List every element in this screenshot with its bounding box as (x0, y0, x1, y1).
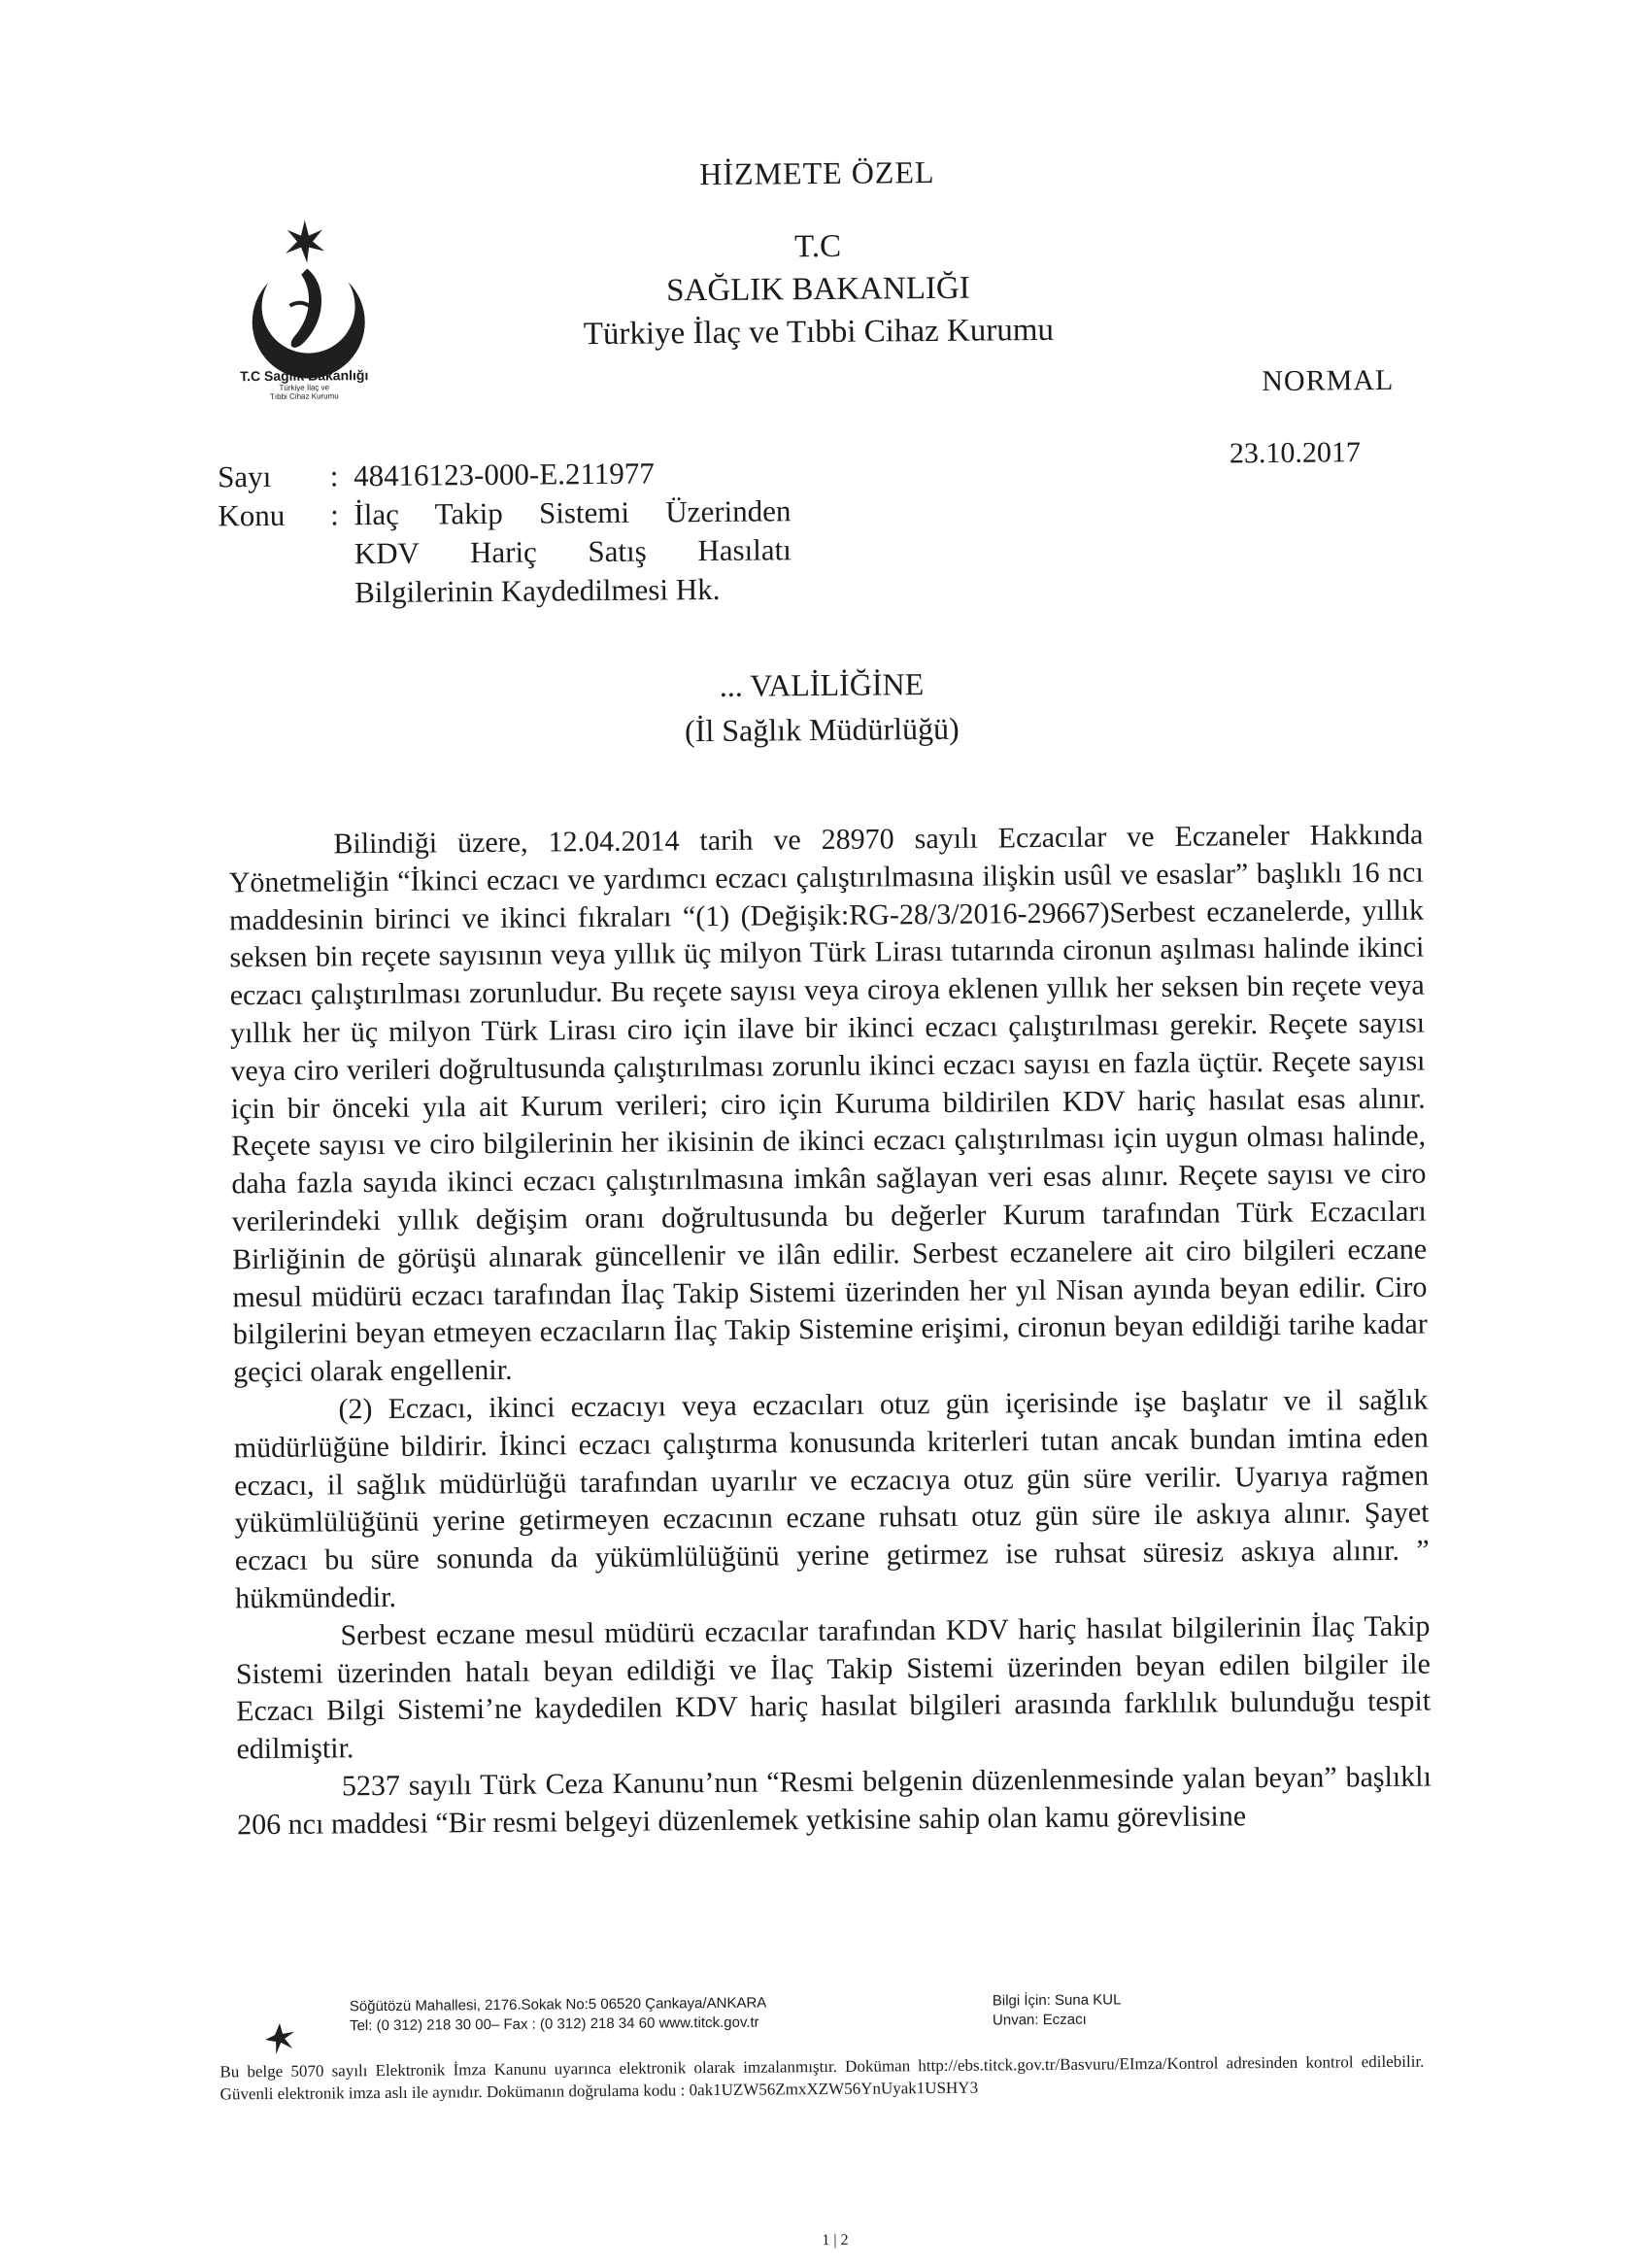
body-paragraph-1: Bilindiği üzere, 12.04.2014 tarih ve 28970 sayılı Eczacılar ve Eczaneler Hakkında Yönetmeliğin “İkinci eczacı ve yardımcı eczacı çalıştırılmasına ilişkin usûl ve esaslar” başlıklı 16 ncı maddesinin birinci ve ikinci fıkraları “(1) (Değişik:RG-28/3/2016-29667)Serbest eczanelerde, yıllık seksen bin reçete sayısının veya yıllık üç milyon Türk Lirası tutarında cironun aşılması halinde ikinci eczacı çalıştırılması zorunludur. Bu reçete sayısı veya ciroya eklenen yıllık her seksen bin reçete veya yıllık her üç milyon Türk Lirası ciro için ilave bir ikinci eczacı çalıştırılması gerekir. Reçete sayısı veya ciro verileri doğrultusunda çalıştırılması zorunlu ikinci eczacı sayısı en fazla üçtür. Reçete sayısı için bir önceki yıla ait Kurum verileri; ciro için Kuruma bildirilen KDV hariç hasılat esas alınır. Reçete sayısı ve ciro bilgilerinin her ikisinin de ikinci eczacı çalıştırılması için uygun olması halinde, daha fazla sayıda ikinci eczacı çalıştırılmasına imkân sağlayan veri esas alınır. Reçete sayısı ve ciro verilerindeki yıllık değişim oranı doğrultusunda bu değerler Kurum tarafından Türk Eczacıları Birliğinin de görüşü alınarak güncellenir ve ilân edilir. Serbest eczanelere ait ciro bilgileri eczane mesul müdürü eczacı tarafından İlaç Takip Sistemi üzerinden her yıl Nisan ayında beyan edilir. Ciro bilgilerini beyan etmeyen eczacıların İlaç Takip Sistemine erişimi, cironun beyan edildiği tarihe kadar geçici olarak engellenir. (228, 818, 1428, 1389)
logo-caption (187, 367, 421, 402)
footer-info: Bilgi İçin: Suna KUL (992, 1991, 1122, 2010)
sayi-value: 48416123-000-E.211977 (353, 456, 655, 493)
sayi-row (218, 453, 791, 496)
body-paragraph-4: 5237 sayılı Türk Ceza Kanunu’nun “Resmi belgenin düzenlenmesinde yalan beyan” başlıklı 206 ncı maddesi “Bir resmi belgeyi düzenlemek yetkisine sahip olan kamu görevlisine (237, 1760, 1432, 1842)
addressee-line-2: (İl Sağlık Müdürlüğü) (684, 710, 960, 749)
priority-label: NORMAL (1262, 363, 1395, 398)
header-line-ministry: SAĞLIK BAKANLIĞI (666, 270, 970, 309)
logo-caption-agency-1: Türkiye İlaç ve (279, 383, 330, 392)
sayi-colon: : (329, 458, 339, 493)
logo-caption-agency-2: Tıbbi Cihaz Kurumu (269, 391, 339, 401)
header-line-tc: T.C (793, 228, 842, 265)
konu-label: Konu (218, 497, 286, 533)
header-line-agency: Türkiye İlaç ve Tıbbi Cihaz Kurumu (583, 312, 1055, 353)
star-emblem-icon (262, 2021, 297, 2056)
footer-contact (350, 1994, 767, 2037)
page-number: 1 | 2 (822, 2231, 849, 2250)
letter-body (228, 817, 1432, 1845)
konu-row (218, 491, 791, 535)
konu-colon: : (329, 497, 339, 532)
addressee-line-1: ... VALİLİĞİNE (719, 666, 925, 703)
konu-line-2: KDV Hariç Satış Hasılatı (354, 532, 792, 571)
electronic-signature-notice: Bu belge 5070 sayılı Elektronik İmza Kanunu uyarınca elektronik olarak imzalanmıştır. Doküman http://ebs.titck.gov.tr/Basvuru/EImza/Kontrol adresinden kontrol edilebilir. Güvenli elektronik imza aslı ile aynıdır. Dokümanın doğrulama kodu : 0ak1UZW56ZmxXZW56YnUyak1USHY3 (219, 2051, 1425, 2104)
logo-caption-ministry: T.C Sağlık Bakanlığı (239, 367, 369, 385)
footer-contact-person (993, 1990, 1122, 2030)
footer-phone: Tel: (0 312) 218 30 00– Fax : (0 312) 218 34 60 www.titck.gov.tr (349, 2014, 759, 2035)
document-meta (218, 453, 792, 613)
konu-line-3: Bilgilerinin Kaydedilmesi Hk. (354, 571, 721, 610)
body-paragraph-3: Serbest eczane mesul müdürü eczacılar tarafından KDV hariç hasılat bilgilerinin İlaç Takip Sistemi üzerinden hatalı beyan edildiği ve İlaç Takip Sistemi üzerinden beyan edilen bilgiler ile Eczacı Bilgi Sistemi’ne kaydedilen KDV hariç hasılat bilgileri arasında farklılık bulunduğu tespit edilmiştir. (235, 1609, 1432, 1766)
document-date: 23.10.2017 (1229, 436, 1362, 470)
footer-title: Unvan: Eczacı (992, 2011, 1087, 2029)
footer-address: Söğütözü Mahallesi, 2176.Sokak No:5 06520 Çankaya/ANKARA (349, 1994, 767, 2015)
body-paragraph-2: (2) Eczacı, ikinci eczacıyı veya eczacıları otuz gün içerisinde işe başlatır ve il sağlık müdürlüğüne bildirir. İkinci eczacı çalıştırma konusunda kriterleri tutan ancak bundan imtina eden eczacı, il sağlık müdürlüğü tarafından uyarılır ve eczacıya otuz gün süre verilir. Uyarıya rağmen yükümlülüğünü yerine getirmeyen eczacının eczane ruhsatı otuz gün süre ile askıya alınır. Şayet eczacı bu süre sonunda da yükümlülüğünü yerine getirmez ise ruhsat süresiz askıya alınır. ” hükmündedir. (233, 1383, 1430, 1615)
sayi-label: Sayı (217, 458, 272, 494)
konu-line-1: İlaç Takip Sistemi Üzerinden (354, 493, 792, 532)
classification-label: HİZMETE ÖZEL (699, 153, 935, 192)
addressee (0, 656, 1648, 760)
